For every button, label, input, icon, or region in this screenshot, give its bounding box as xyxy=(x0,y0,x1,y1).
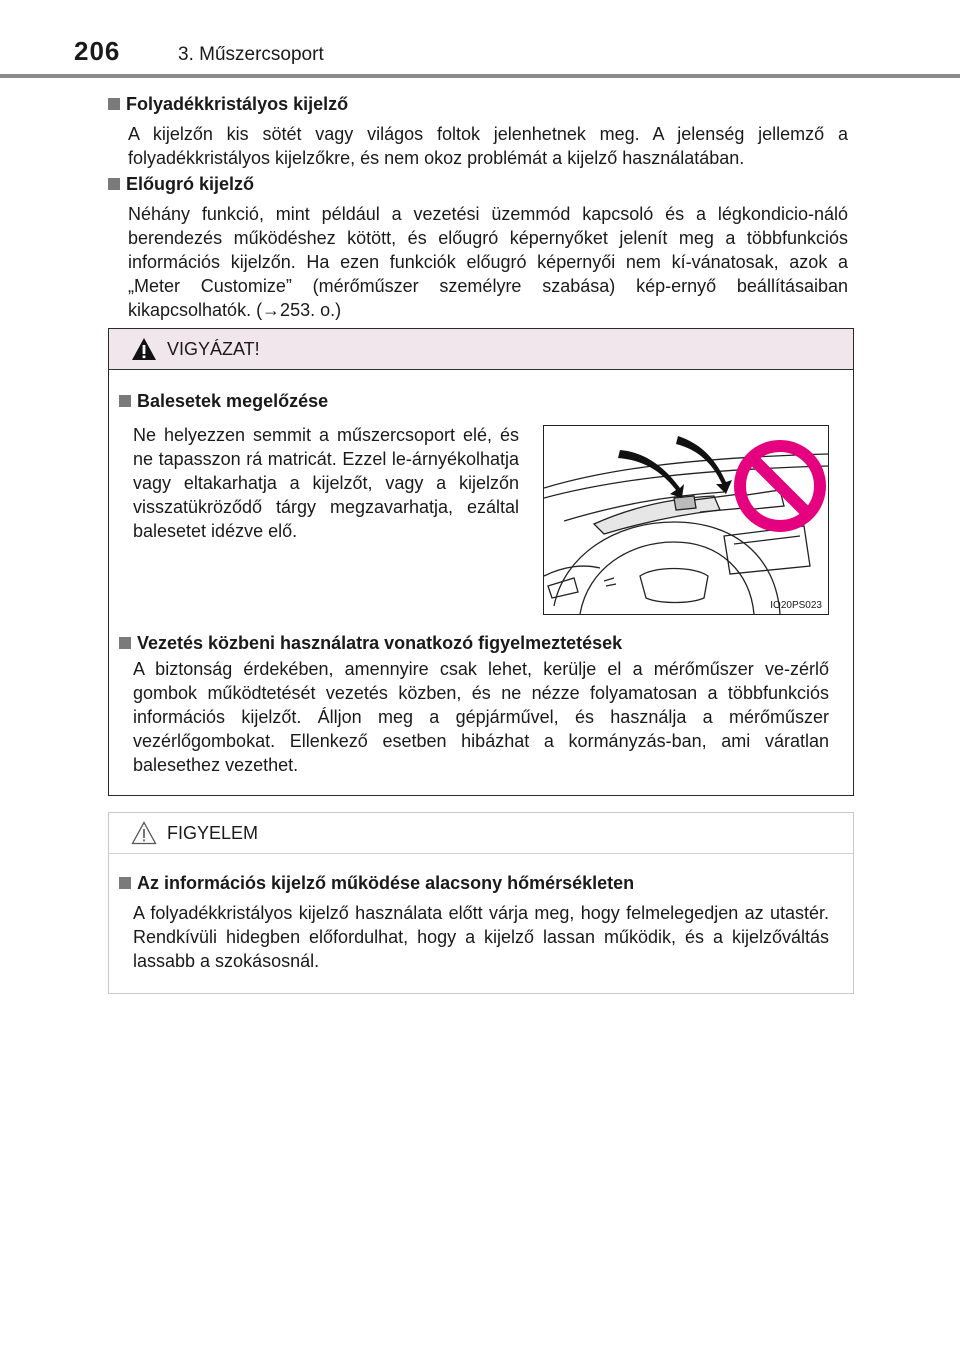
item-body: Ne helyezzen semmit a műszercsoport elé, és ne tapasszon rá matricát. Ezzel le-árnyékolhatja vagy eltakarhatja a kijelzőt, vagy a kijelzőn visszatükröződő tárgy megzavarhatja, ezáltal balesetet idézve elő. xyxy=(133,425,519,541)
section-body: Néhány funkció, mint például a vezetési üzemmód kapcsoló és a légkondicio-náló berendezés működéshez kötött, és előugró képernyőket jelenít meg a többfunkciós információs kijelzőn. Ha ezen funkciók előugró képernyői nem kí-vánatosak, azok a „Meter Customize” (mérőműszer személyre szabása) kép-ernyő beállításaiban kikapcsolhatók. (→253. o.) xyxy=(128,204,848,320)
item-title: Az információs kijelző működése alacsony hőmérsékleten xyxy=(119,871,853,895)
bullet-square-icon xyxy=(119,395,131,407)
section-title: Előugró kijelző xyxy=(108,172,848,196)
section-body: A kijelzőn kis sötét vagy világos foltok jelenhetnek meg. A jelenség jellemző a folyadékkristályos kijelzőkre, és nem okoz problémát a kijelző használatában. xyxy=(128,124,848,168)
caution-item-driving xyxy=(109,631,853,777)
notice-box xyxy=(108,812,854,994)
bullet-square-icon xyxy=(119,637,131,649)
caution-header xyxy=(109,329,853,370)
chapter-title: 3. Műszercsoport xyxy=(178,44,324,65)
item-title: Vezetés közbeni használatra vonatkozó figyelmeztetések xyxy=(119,631,853,655)
bullet-square-icon xyxy=(119,877,131,889)
illustration-code: IO20PS023 xyxy=(770,600,822,611)
notice-title: FIGYELEM xyxy=(167,823,259,843)
dashboard-drawing xyxy=(544,426,828,614)
caution-title: VIGYÁZAT! xyxy=(167,339,260,359)
page-number: 206 xyxy=(74,36,121,66)
notice-triangle-icon xyxy=(131,821,157,845)
dashboard-illustration xyxy=(543,425,829,615)
notice-item xyxy=(109,871,853,973)
section-popup xyxy=(108,172,848,322)
section-title: Folyadékkristályos kijelző xyxy=(108,92,848,116)
item-body: A folyadékkristályos kijelző használata előtt várja meg, hogy felmelegedjen az utastér. Rendkívüli hidegben előfordulhat, hogy a kijelző lassan működik, és a kijelzőváltás lassabb a szokásosnál. xyxy=(133,903,829,971)
caution-box xyxy=(108,328,854,796)
warning-triangle-icon xyxy=(131,337,157,361)
page-header xyxy=(0,0,960,80)
caution-item-accident xyxy=(109,389,853,413)
notice-header xyxy=(109,813,853,854)
section-lcd xyxy=(108,92,848,170)
item-title: Balesetek megelőzése xyxy=(119,389,853,413)
item-body: A biztonság érdekében, amennyire csak lehet, kerülje el a mérőműszer ve-zérlő gombok működtetését vezetés közben, és ne nézze folyamatosan a többfunkciós információs kijelzőt. Álljon meg a gépjárművel, és használja a mérőműszer vezérlőgombokat. Ellenkező esetben hibázhat a kormányzás-ban, ami váratlan balesethez vezethet. xyxy=(133,659,829,775)
bullet-square-icon xyxy=(108,178,120,190)
bullet-square-icon xyxy=(108,98,120,110)
header-rule xyxy=(0,74,960,78)
